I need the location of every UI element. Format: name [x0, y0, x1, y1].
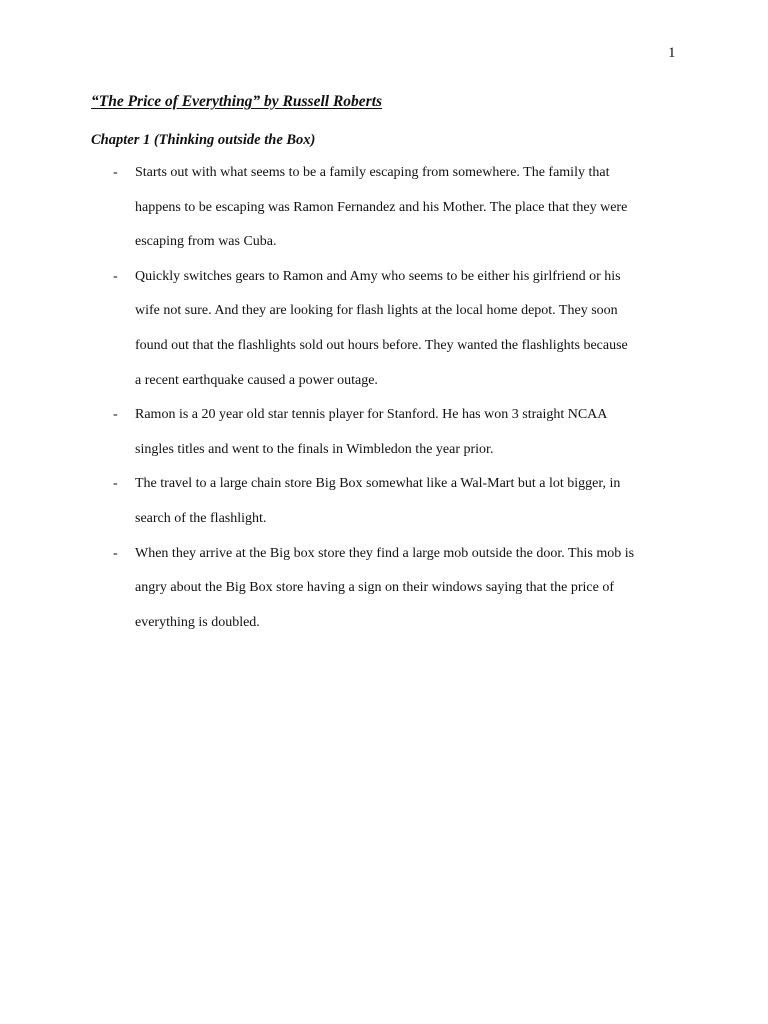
notes-bullet-list	[0, 156, 768, 640]
bullet-line: found out that the flashlights sold out hours before. They wanted the flashlights because	[135, 337, 628, 353]
bullet-line: happens to be escaping was Ramon Fernandez and his Mother. The place that they were	[135, 199, 628, 215]
bullet-dash: -	[113, 268, 118, 284]
bullet-text	[135, 156, 683, 260]
bullet-dash: -	[113, 545, 118, 561]
chapter-heading: Chapter 1 (Thinking outside the Box)	[91, 132, 316, 148]
bullet-text	[135, 537, 683, 641]
bullet-text	[135, 260, 683, 398]
bullet-dash: -	[113, 476, 118, 492]
bullet-item-5	[0, 537, 768, 641]
bullet-item-4	[0, 467, 768, 536]
bullet-dash: -	[113, 165, 118, 180]
document-title: “The Price of Everything” by Russell Roberts	[91, 93, 383, 110]
page-number: 1	[668, 45, 676, 61]
bullet-item-2	[0, 260, 768, 398]
bullet-line: Quickly switches gears to Ramon and Amy who seems to be either his girlfriend or his	[135, 268, 621, 284]
bullet-line: angry about the Big Box store having a sign on their windows saying that the price of	[135, 580, 615, 596]
bullet-line: When they arrive at the Big box store they find a large mob outside the door. This mob is	[135, 545, 635, 561]
bullet-item-3	[0, 398, 768, 467]
bullet-line: The travel to a large chain store Big Box somewhat like a Wal-Mart but a lot bigger, in	[135, 476, 621, 492]
bullet-line: singles titles and went to the finals in Wimbledon the year prior.	[135, 441, 494, 457]
bullet-item-1	[0, 156, 768, 260]
bullet-line: Starts out with what seems to be a family escaping from somewhere. The family that	[135, 165, 610, 180]
bullet-line: a recent earthquake caused a power outage.	[135, 372, 378, 388]
bullet-line: Ramon is a 20 year old star tennis player for Stanford. He has won 3 straight NCAA	[135, 407, 608, 423]
bullet-line: escaping from was Cuba.	[135, 234, 277, 250]
bullet-line: wife not sure. And they are looking for flash lights at the local home depot. They soon	[135, 303, 618, 319]
bullet-line: everything is doubled.	[135, 614, 260, 630]
bullet-line: search of the flashlight.	[135, 510, 267, 526]
bullet-text	[135, 467, 683, 536]
bullet-dash: -	[113, 407, 118, 423]
bullet-text	[135, 398, 683, 467]
